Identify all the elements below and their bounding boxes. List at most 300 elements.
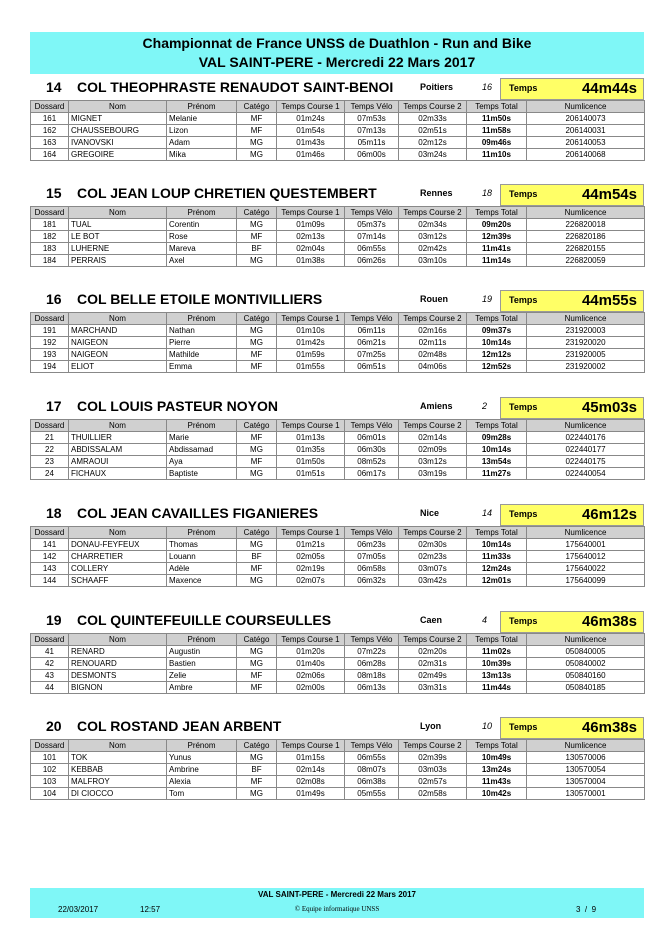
table-cell: 050840160 <box>527 670 645 682</box>
table-cell: 10m14s <box>467 337 527 349</box>
column-header: Temps Course 1 <box>277 207 345 219</box>
table-cell: Mika <box>167 149 237 161</box>
table-cell: 05m11s <box>345 137 399 149</box>
team-city-number: 19 <box>482 294 493 304</box>
table-cell: NAIGEON <box>69 337 167 349</box>
table-cell: 130570054 <box>527 764 645 776</box>
table-cell: 09m28s <box>467 432 527 444</box>
table-cell: 02m49s <box>399 670 467 682</box>
table-cell: DESMONTS <box>69 670 167 682</box>
column-header: Temps Course 2 <box>399 634 467 646</box>
table-cell: 11m58s <box>467 125 527 137</box>
table-cell: 11m10s <box>467 149 527 161</box>
table-cell: 231920020 <box>527 337 645 349</box>
table-cell: 103 <box>31 776 69 788</box>
team-rank: 19 <box>46 612 62 628</box>
document-footer <box>30 888 644 918</box>
table-cell: MG <box>237 219 277 231</box>
column-header: Catégo <box>237 101 277 113</box>
table-cell: 193 <box>31 349 69 361</box>
table-cell: 02m48s <box>399 349 467 361</box>
table-cell: 226820155 <box>527 243 645 255</box>
table-cell: 01m20s <box>277 646 345 658</box>
table-cell: THUILLIER <box>69 432 167 444</box>
column-header: Nom <box>69 101 167 113</box>
table-cell: MG <box>237 137 277 149</box>
team-time-box <box>500 504 644 526</box>
table-cell: MF <box>237 125 277 137</box>
team-name: COL LOUIS PASTEUR NOYON <box>77 398 278 414</box>
table-cell: 142 <box>31 551 69 563</box>
table-cell: MG <box>237 658 277 670</box>
team-city: Amiens <box>420 401 453 411</box>
table-cell: 06m11s <box>345 325 399 337</box>
table-row <box>31 219 645 231</box>
table-row <box>31 349 645 361</box>
team-rank: 17 <box>46 398 62 414</box>
table-cell: DI CIOCCO <box>69 788 167 800</box>
table-cell: 11m44s <box>467 682 527 694</box>
column-header: Temps Course 2 <box>399 313 467 325</box>
column-header: Catégo <box>237 527 277 539</box>
column-header: Numlicence <box>527 420 645 432</box>
column-header: Temps Vélo <box>345 101 399 113</box>
results-table <box>30 739 645 800</box>
column-header: Prénom <box>167 634 237 646</box>
table-cell: Rose <box>167 231 237 243</box>
table-row <box>31 113 645 125</box>
column-header: Prénom <box>167 101 237 113</box>
table-cell: 44 <box>31 682 69 694</box>
table-cell: MF <box>237 349 277 361</box>
team-city: Nice <box>420 508 440 518</box>
team-header <box>30 184 644 206</box>
table-cell: 01m13s <box>277 432 345 444</box>
table-cell: 194 <box>31 361 69 373</box>
table-cell: 02m20s <box>399 646 467 658</box>
team-city-number: 18 <box>482 188 493 198</box>
column-header: Numlicence <box>527 101 645 113</box>
column-header: Dossard <box>31 740 69 752</box>
results-table <box>30 312 645 373</box>
table-row <box>31 752 645 764</box>
table-cell: 02m16s <box>399 325 467 337</box>
team-block <box>30 290 644 373</box>
table-cell: 06m01s <box>345 432 399 444</box>
table-cell: 02m39s <box>399 752 467 764</box>
table-row <box>31 149 645 161</box>
table-row <box>31 444 645 456</box>
table-cell: 182 <box>31 231 69 243</box>
table-cell: 050840185 <box>527 682 645 694</box>
table-cell: 04m06s <box>399 361 467 373</box>
table-cell: MG <box>237 255 277 267</box>
table-cell: Augustin <box>167 646 237 658</box>
table-cell: 09m20s <box>467 219 527 231</box>
table-cell: 192 <box>31 337 69 349</box>
column-header: Temps Vélo <box>345 420 399 432</box>
footer-date: 22/03/2017 <box>58 905 99 914</box>
table-cell: 01m43s <box>277 137 345 149</box>
table-cell: 06m58s <box>345 563 399 575</box>
table-cell: 104 <box>31 788 69 800</box>
table-cell: SCHAAFF <box>69 575 167 587</box>
table-cell: 175640001 <box>527 539 645 551</box>
table-header-row <box>31 740 645 752</box>
table-cell: Ambre <box>167 682 237 694</box>
footer-title: VAL SAINT-PERE - Mercredi 22 Mars 2017 <box>258 890 416 899</box>
table-cell: MG <box>237 575 277 587</box>
table-cell: 01m21s <box>277 539 345 551</box>
table-cell: 06m32s <box>345 575 399 587</box>
table-cell: MIGNET <box>69 113 167 125</box>
table-cell: 03m19s <box>399 468 467 480</box>
table-cell: Corentin <box>167 219 237 231</box>
table-cell: 050840002 <box>527 658 645 670</box>
table-cell: FICHAUX <box>69 468 167 480</box>
table-cell: 06m13s <box>345 682 399 694</box>
table-row <box>31 646 645 658</box>
results-table <box>30 419 645 480</box>
team-time-label: Temps <box>509 295 538 305</box>
table-cell: 143 <box>31 563 69 575</box>
table-cell: 141 <box>31 539 69 551</box>
table-cell: 162 <box>31 125 69 137</box>
table-cell: ABDISSALAM <box>69 444 167 456</box>
team-time-box <box>500 290 644 312</box>
column-header: Temps Vélo <box>345 313 399 325</box>
table-row <box>31 243 645 255</box>
column-header: Numlicence <box>527 207 645 219</box>
table-cell: 10m39s <box>467 658 527 670</box>
column-header: Temps Course 1 <box>277 420 345 432</box>
table-cell: 03m24s <box>399 149 467 161</box>
table-cell: 06m30s <box>345 444 399 456</box>
table-cell: 12m12s <box>467 349 527 361</box>
column-header: Nom <box>69 740 167 752</box>
column-header: Nom <box>69 527 167 539</box>
column-header: Nom <box>69 634 167 646</box>
column-header: Temps Course 2 <box>399 740 467 752</box>
table-cell: 06m00s <box>345 149 399 161</box>
table-cell: 12m39s <box>467 231 527 243</box>
table-row <box>31 788 645 800</box>
table-cell: DONAU-FEYFEUX <box>69 539 167 551</box>
column-header: Temps Course 2 <box>399 101 467 113</box>
table-cell: 42 <box>31 658 69 670</box>
table-row <box>31 337 645 349</box>
table-cell: 21 <box>31 432 69 444</box>
table-header-row <box>31 207 645 219</box>
team-time-value: 44m44s <box>581 80 637 97</box>
column-header: Temps Vélo <box>345 740 399 752</box>
column-header: Nom <box>69 313 167 325</box>
table-cell: MG <box>237 788 277 800</box>
table-cell: 09m37s <box>467 325 527 337</box>
table-cell: BF <box>237 551 277 563</box>
table-cell: MF <box>237 563 277 575</box>
table-cell: 022440054 <box>527 468 645 480</box>
column-header: Temps Course 1 <box>277 740 345 752</box>
table-cell: MF <box>237 113 277 125</box>
table-cell: Bastien <box>167 658 237 670</box>
table-row <box>31 456 645 468</box>
table-row <box>31 255 645 267</box>
table-cell: MG <box>237 468 277 480</box>
table-cell: AMRAOUI <box>69 456 167 468</box>
team-block <box>30 397 644 480</box>
table-cell: 02m07s <box>277 575 345 587</box>
table-cell: MF <box>237 432 277 444</box>
table-cell: 01m24s <box>277 113 345 125</box>
table-cell: 06m55s <box>345 243 399 255</box>
team-time-label: Temps <box>509 189 538 199</box>
team-rank: 16 <box>46 291 62 307</box>
table-cell: 02m00s <box>277 682 345 694</box>
table-cell: MG <box>237 325 277 337</box>
table-cell: 01m10s <box>277 325 345 337</box>
table-cell: MF <box>237 361 277 373</box>
table-cell: 175640012 <box>527 551 645 563</box>
table-cell: Baptiste <box>167 468 237 480</box>
team-name: COL BELLE ETOILE MONTIVILLIERS <box>77 291 323 307</box>
table-cell: 11m02s <box>467 646 527 658</box>
table-cell: Adam <box>167 137 237 149</box>
column-header: Dossard <box>31 634 69 646</box>
table-cell: Tom <box>167 788 237 800</box>
table-cell: 06m23s <box>345 539 399 551</box>
table-row <box>31 432 645 444</box>
team-name: COL JEAN LOUP CHRETIEN QUESTEMBERT <box>77 185 377 201</box>
table-cell: 206140031 <box>527 125 645 137</box>
table-header-row <box>31 420 645 432</box>
table-cell: 02m09s <box>399 444 467 456</box>
table-cell: Mathilde <box>167 349 237 361</box>
column-header: Temps Course 1 <box>277 527 345 539</box>
team-city-number: 2 <box>482 401 488 411</box>
table-cell: 022440177 <box>527 444 645 456</box>
table-cell: 01m09s <box>277 219 345 231</box>
table-cell: 01m46s <box>277 149 345 161</box>
column-header: Prénom <box>167 420 237 432</box>
table-cell: 06m51s <box>345 361 399 373</box>
team-time-box <box>500 397 644 419</box>
column-header: Temps Total <box>467 207 527 219</box>
column-header: Prénom <box>167 207 237 219</box>
table-cell: 02m11s <box>399 337 467 349</box>
table-cell: KEBBAB <box>69 764 167 776</box>
table-cell: CHARRETIER <box>69 551 167 563</box>
column-header: Dossard <box>31 527 69 539</box>
team-rank: 15 <box>46 185 62 201</box>
column-header: Catégo <box>237 313 277 325</box>
team-city: Lyon <box>420 721 442 731</box>
team-city: Rouen <box>420 294 448 304</box>
team-time-label: Temps <box>509 83 538 93</box>
table-cell: 022440175 <box>527 456 645 468</box>
table-cell: MARCHAND <box>69 325 167 337</box>
table-cell: IVANOVSKI <box>69 137 167 149</box>
table-cell: 226820186 <box>527 231 645 243</box>
table-cell: 206140068 <box>527 149 645 161</box>
team-header <box>30 78 644 100</box>
column-header: Nom <box>69 420 167 432</box>
column-header: Temps Total <box>467 527 527 539</box>
results-table <box>30 633 645 694</box>
table-row <box>31 682 645 694</box>
table-cell: 206140053 <box>527 137 645 149</box>
team-time-value: 45m03s <box>581 399 637 416</box>
table-cell: MALFROY <box>69 776 167 788</box>
column-header: Nom <box>69 207 167 219</box>
table-cell: 022440176 <box>527 432 645 444</box>
team-block <box>30 78 644 161</box>
table-cell: NAIGEON <box>69 349 167 361</box>
column-header: Numlicence <box>527 740 645 752</box>
column-header: Temps Total <box>467 313 527 325</box>
table-row <box>31 361 645 373</box>
table-cell: MF <box>237 456 277 468</box>
table-cell: 03m10s <box>399 255 467 267</box>
team-header <box>30 504 644 526</box>
table-cell: 07m14s <box>345 231 399 243</box>
table-cell: 01m51s <box>277 468 345 480</box>
table-cell: 01m35s <box>277 444 345 456</box>
table-cell: 102 <box>31 764 69 776</box>
table-cell: LUHERNE <box>69 243 167 255</box>
table-cell: 06m26s <box>345 255 399 267</box>
table-cell: RENOUARD <box>69 658 167 670</box>
table-cell: 23 <box>31 456 69 468</box>
footer-page-number: 3 / 9 <box>576 905 597 914</box>
table-cell: 12m24s <box>467 563 527 575</box>
table-cell: 02m33s <box>399 113 467 125</box>
column-header: Numlicence <box>527 527 645 539</box>
table-cell: 191 <box>31 325 69 337</box>
column-header: Dossard <box>31 313 69 325</box>
table-cell: MF <box>237 682 277 694</box>
team-block <box>30 184 644 267</box>
table-cell: 231920003 <box>527 325 645 337</box>
column-header: Catégo <box>237 740 277 752</box>
table-cell: LE BOT <box>69 231 167 243</box>
table-cell: 02m14s <box>399 432 467 444</box>
table-row <box>31 670 645 682</box>
table-cell: 01m15s <box>277 752 345 764</box>
footer-copyright: © Equipe informatique UNSS <box>294 905 380 913</box>
table-cell: 02m34s <box>399 219 467 231</box>
table-cell: 03m31s <box>399 682 467 694</box>
table-cell: MG <box>237 646 277 658</box>
table-cell: MF <box>237 670 277 682</box>
table-cell: 226820018 <box>527 219 645 231</box>
table-cell: 164 <box>31 149 69 161</box>
table-cell: 02m12s <box>399 137 467 149</box>
table-cell: ELIOT <box>69 361 167 373</box>
table-row <box>31 776 645 788</box>
team-name: COL QUINTEFEUILLE COURSEULLES <box>77 612 332 628</box>
table-cell: COLLERY <box>69 563 167 575</box>
table-cell: Ambrine <box>167 764 237 776</box>
results-table <box>30 100 645 161</box>
table-cell: MG <box>237 149 277 161</box>
table-cell: Marie <box>167 432 237 444</box>
team-time-value: 46m38s <box>581 719 637 736</box>
table-cell: 181 <box>31 219 69 231</box>
team-time-label: Temps <box>509 509 538 519</box>
team-city-number: 10 <box>482 721 493 731</box>
table-cell: 13m54s <box>467 456 527 468</box>
table-cell: 144 <box>31 575 69 587</box>
table-cell: Alexia <box>167 776 237 788</box>
team-header <box>30 611 644 633</box>
table-cell: Lizon <box>167 125 237 137</box>
header-title: Championnat de France UNSS de Duathlon - Run and Bike <box>142 35 532 51</box>
team-time-box <box>500 78 644 100</box>
table-cell: 02m30s <box>399 539 467 551</box>
table-cell: PERRAIS <box>69 255 167 267</box>
table-cell: Maxence <box>167 575 237 587</box>
team-header <box>30 717 644 739</box>
team-rank: 20 <box>46 718 62 734</box>
table-cell: 10m49s <box>467 752 527 764</box>
column-header: Prénom <box>167 313 237 325</box>
table-cell: 02m51s <box>399 125 467 137</box>
column-header: Temps Total <box>467 634 527 646</box>
table-cell: MG <box>237 337 277 349</box>
column-header: Numlicence <box>527 313 645 325</box>
table-cell: 02m42s <box>399 243 467 255</box>
table-cell: 03m12s <box>399 231 467 243</box>
column-header: Prénom <box>167 740 237 752</box>
table-cell: 01m40s <box>277 658 345 670</box>
team-name: COL THEOPHRASTE RENAUDOT SAINT-BENOI <box>77 79 394 95</box>
header-subtitle: VAL SAINT-PERE - Mercredi 22 Mars 2017 <box>198 54 476 70</box>
team-city: Rennes <box>420 188 453 198</box>
results-table <box>30 206 645 267</box>
table-row <box>31 575 645 587</box>
column-header: Numlicence <box>527 634 645 646</box>
team-name: COL JEAN CAVAILLES FIGANIERES <box>77 505 319 521</box>
table-cell: Abdissamad <box>167 444 237 456</box>
table-row <box>31 231 645 243</box>
table-cell: 01m54s <box>277 125 345 137</box>
table-cell: 226820059 <box>527 255 645 267</box>
team-city-number: 16 <box>482 82 493 92</box>
table-cell: 02m04s <box>277 243 345 255</box>
table-cell: 231920002 <box>527 361 645 373</box>
table-cell: BF <box>237 764 277 776</box>
team-city: Poitiers <box>420 82 454 92</box>
table-cell: 02m06s <box>277 670 345 682</box>
team-city-number: 14 <box>482 508 493 518</box>
table-cell: 01m59s <box>277 349 345 361</box>
table-row <box>31 764 645 776</box>
table-cell: 231920005 <box>527 349 645 361</box>
results-table <box>30 526 645 587</box>
table-header-row <box>31 527 645 539</box>
table-cell: 11m50s <box>467 113 527 125</box>
table-cell: 06m55s <box>345 752 399 764</box>
column-header: Temps Course 2 <box>399 207 467 219</box>
table-cell: 02m23s <box>399 551 467 563</box>
table-cell: 01m42s <box>277 337 345 349</box>
column-header: Temps Course 2 <box>399 420 467 432</box>
table-cell: 11m33s <box>467 551 527 563</box>
column-header: Temps Vélo <box>345 634 399 646</box>
table-cell: Adèle <box>167 563 237 575</box>
table-cell: 10m14s <box>467 539 527 551</box>
